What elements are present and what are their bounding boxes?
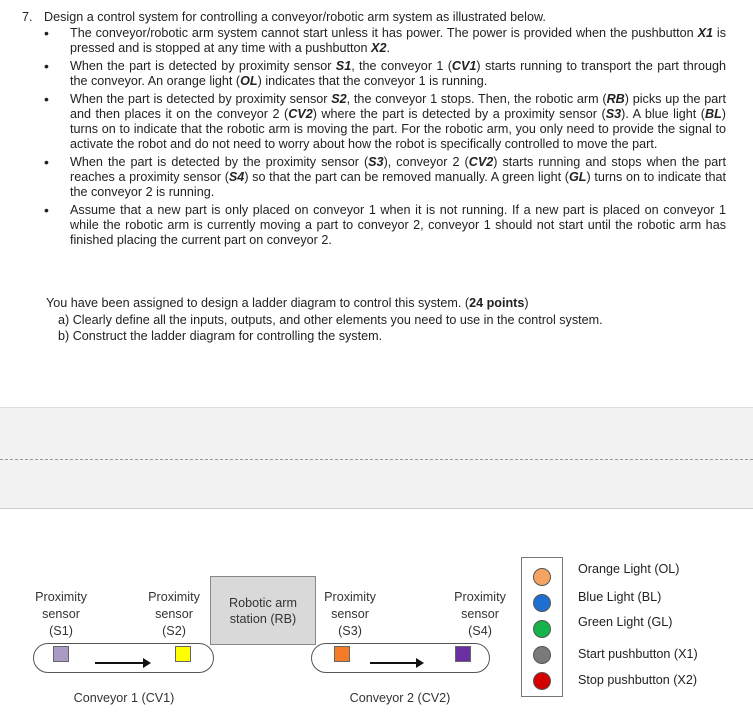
identifier: X2 [371,41,387,55]
green-light-icon [533,620,551,638]
requirements-list [42,26,726,251]
requirement-item [42,92,726,152]
sensor-s4-line3: (S4) [468,624,492,638]
sensor-s4-line2: sensor [461,607,499,621]
requirement-text: ), conveyor 2 ( [383,155,469,169]
identifier: BL [705,107,722,121]
requirement-text: ) turns on to indicate that the conveyor 2 is running. [70,170,726,199]
question-number: 7. [22,10,33,24]
requirement-text: is pressed and is stopped at any time with a pushbutton [70,26,726,55]
requirement-text: ) indicates that the conveyor 1 is running. [257,74,488,88]
sensor-s3-line2: sensor [331,607,369,621]
requirement-item [42,155,726,200]
question-intro-text: Design a control system for controlling a conveyor/robotic arm system as illustrated below. [44,10,546,24]
identifier: S4 [228,170,245,184]
start-pushbutton-icon [533,646,551,664]
sensor-s1-line2: sensor [42,607,80,621]
part-s1 [53,646,69,662]
legend-orange-light: Orange Light (OL) [578,562,680,576]
stop-pushbutton-icon [533,672,551,690]
blank-band-lower [0,460,753,508]
requirement-text: ) starts running to transport the part through the conveyor. An orange light ( [70,59,726,88]
requirement-text: ). A blue light ( [621,107,705,121]
identifier: CV2 [288,107,313,121]
identifier: GL [568,170,587,184]
blue-light-icon [533,594,551,612]
identifier: CV1 [451,59,477,73]
sensor-label-s1 [25,589,97,640]
robotic-arm-station [210,576,316,645]
requirement-text: ) turns on to indicate that the robotic arm is moving the part. For the robotic arm, you only need to provide the signal to activate the robot and do not need to worry about how the robot is specifically controlled to move the part. [70,107,726,151]
requirement-text: When the part is detected by the proximity sensor ( [70,155,369,169]
requirement-text: When the part is detected by proximity sensor [70,92,332,106]
requirement-text: ) so that the part can be removed manually. A green light ( [244,170,569,184]
legend-stop-pushbutton: Stop pushbutton (X2) [578,673,698,687]
requirement-text: ) where the part is detected by a proximity sensor ( [312,107,606,121]
sensor-s3-line3: (S3) [338,624,362,638]
requirement-text: The conveyor/robotic arm system cannot start unless it has power. The power is provided when the pushbutton [70,26,698,40]
part-s3 [334,646,350,662]
assignment-close: ) [524,296,529,310]
sensor-s1-line3: (S1) [49,624,73,638]
requirement-text: When the part is detected by proximity sensor [70,59,336,73]
part-s2 [175,646,191,662]
requirement-text: Assume that a new part is only placed on conveyor 1 when it is not running. If a new part is placed on conveyor 1 while the robotic arm is currently moving a part to conveyor 2, conveyor 1 should not start until the robotic arm has finished placing the current part on conveyor 2. [70,203,726,247]
robot-label [211,595,315,627]
sub-question-b: b) Construct the ladder diagram for controlling the system. [58,329,383,343]
identifier: RB [606,92,625,106]
sensor-label-s4 [444,589,516,640]
sub-question-a: a) Clearly define all the inputs, outputs, and other elements you need to use in the control system. [58,313,603,327]
part-s4 [455,646,471,662]
sensor-label-s2 [138,589,210,640]
orange-light-icon [533,568,551,586]
requirement-text: . [386,41,390,55]
conveyor-1-label: Conveyor 1 (CV1) [73,691,175,705]
identifier: CV2 [468,155,494,169]
requirement-item [42,26,726,56]
legend-start-pushbutton: Start pushbutton (X1) [578,647,698,661]
legend-blue-light: Blue Light (BL) [578,590,662,604]
identifier: S3 [605,107,622,121]
sensor-s3-line1: Proximity [324,590,376,604]
requirement-text: ) picks up the part and then places it on the conveyor 2 ( [70,92,726,121]
requirement-text: , the conveyor 1 stops. Then, the robotic arm ( [346,92,607,106]
legend-green-light: Green Light (GL) [578,615,673,629]
conveyor-2-label: Conveyor 2 (CV2) [349,691,451,705]
identifier: X1 [697,26,713,40]
identifier: S2 [331,92,347,106]
identifier: S1 [335,59,352,73]
sensor-s2-line1: Proximity [148,590,200,604]
robot-label-line1: Robotic arm [229,596,297,610]
blank-band-upper [0,407,753,460]
assignment-line [46,295,529,311]
indicator-panel [521,557,563,697]
robot-label-line2: station (RB) [229,612,297,626]
question-intro [22,9,546,25]
conveyor-1-direction-arrow [95,662,145,664]
requirement-item [42,203,726,248]
identifier: S3 [368,155,384,169]
conveyor-2-direction-arrow [370,662,418,664]
requirement-text: ) starts running and stops when the part reaches a proximity sensor ( [70,155,726,184]
sensor-label-s3 [314,589,386,640]
sensor-s2-line2: sensor [155,607,193,621]
sensor-s2-line3: (S2) [162,624,186,638]
requirement-text: , the conveyor 1 ( [351,59,452,73]
points-value: 24 points [469,296,525,310]
assignment-text: You have been assigned to design a ladder diagram to control this system. ( [46,296,470,310]
sensor-s4-line1: Proximity [454,590,506,604]
sensor-s1-line1: Proximity [35,590,87,604]
requirement-item [42,59,726,89]
divider [0,508,753,509]
identifier: OL [240,74,258,88]
